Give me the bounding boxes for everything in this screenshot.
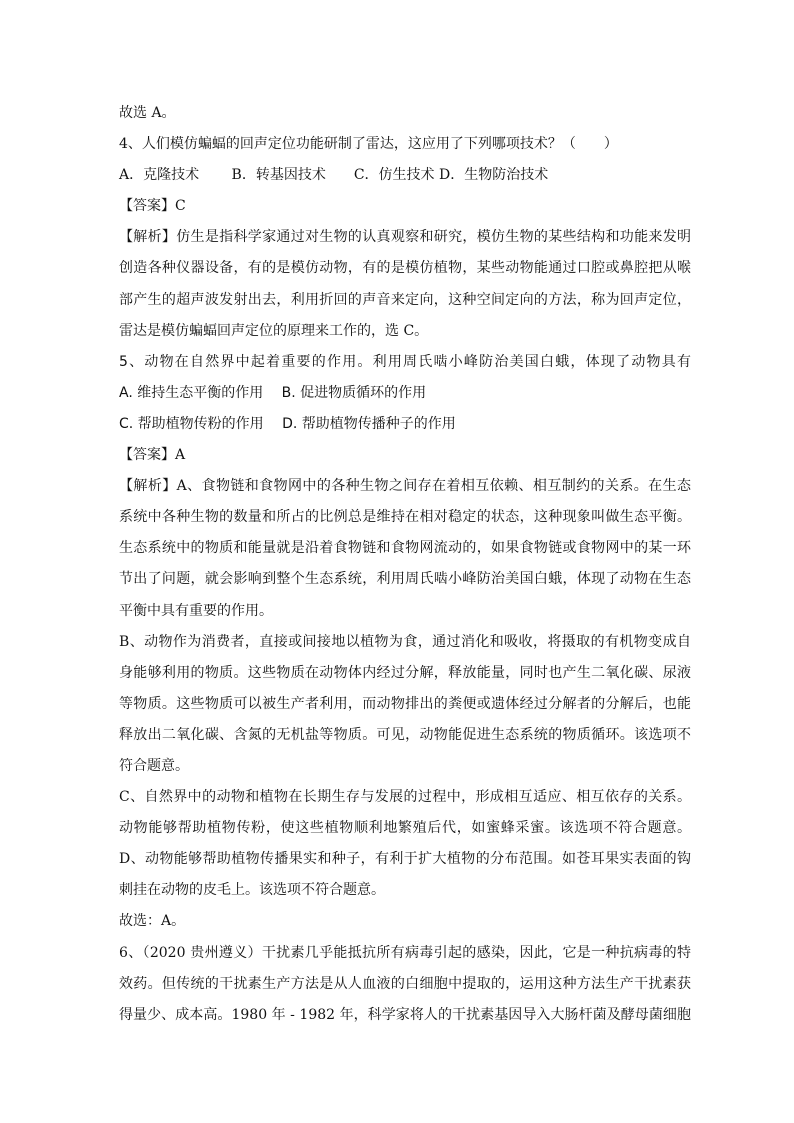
- question-6-stem-line: 6、（2020 贵州遵义）干扰素几乎能抵抗所有病毒引起的感染，因此，它是一种抗病毒的特: [119, 944, 691, 961]
- question-4-analysis-line: 【解析】仿生是指科学家通过对生物的认真观察和研究，模仿生物的某些结构和功能来发明: [119, 229, 691, 246]
- question-6-stem-line: 效药。但传统的干扰素生产方法是从人血液的白细胞中提取的，运用这种方法生产干扰素获: [119, 975, 691, 992]
- question-5-analysis-line: D、动物能够帮助植物传播果实和种子，有利于扩大植物的分布范围。如苍耳果实表面的钩: [119, 851, 691, 868]
- question-6-stem-line: 得量少、成本高。1980 年 - 1982 年，科学家将人的干扰素基因导入大肠杆菌及酵母菌细胞: [119, 1006, 691, 1023]
- question-5-answer: 【答案】A: [119, 447, 186, 464]
- question-5-analysis-line: 系统中各种生物的数量和所占的比例总是维持在相对稳定的状态，这种现象叫做生态平衡。: [119, 509, 691, 526]
- question-5-analysis-line: 等物质。这些物质可以被生产者利用，而动物排出的粪便或遗体经过分解者的分解后，也能: [119, 695, 691, 712]
- question-4-analysis-line: 部产生的超声波发射出去，利用折回的声音来定向，这种空间定向的方法，称为回声定位，: [119, 291, 691, 308]
- question-5-analysis-line: 释放出二氧化碳、含氮的无机盐等物质。可见，动物能促进生态系统的物质循环。该选项不: [119, 726, 691, 743]
- question-4-analysis-line: 雷达是模仿蝙蝠回声定位的原理来工作的，选 C。: [119, 322, 429, 339]
- question-4-answer: 【答案】C: [119, 198, 186, 215]
- question-5-stem: 5、动物在自然界中起着重要的作用。利用周氏啮小峰防治美国白蛾，体现了动物具有: [119, 353, 691, 370]
- conclusion-line: 故选 A。: [119, 105, 176, 121]
- question-5-analysis-line: 符合题意。: [119, 757, 189, 774]
- question-5-analysis-line: 节出了问题，就会影响到整个生态系统，利用周氏啮小峰防治美国白蛾，体现了动物在生态: [119, 571, 691, 588]
- question-5-analysis-line: 刺挂在动物的皮毛上。该选项不符合题意。: [119, 882, 385, 899]
- question-5-options-ab: A. 维持生态平衡的作用 B. 促进物质循环的作用: [119, 384, 427, 401]
- question-5-analysis-line: 动物能够帮助植物传粉，使这些植物顺利地繁殖后代，如蜜蜂采蜜。该选项不符合题意。: [119, 820, 691, 837]
- question-5-analysis-line: 身能够利用的物质。这些物质在动物体内经过分解，释放能量，同时也产生二氧化碳、尿液: [119, 664, 691, 681]
- question-4-options: A．克隆技术 B．转基因技术 C．仿生技术 D．生物防治技术: [119, 167, 549, 184]
- question-4-stem: 4、人们模仿蝙蝠的回声定位功能研制了雷达，这应用了下列哪项技术？（ ）: [119, 136, 618, 153]
- question-4-analysis-line: 创造各种仪器设备，有的是模仿动物，有的是模仿植物，某些动物能通过口腔或鼻腔把从喉: [119, 260, 691, 277]
- question-5-analysis-line: 生态系统中的物质和能量就是沿着食物链和食物网流动的，如果食物链或食物网中的某一环: [119, 540, 691, 557]
- question-5-options-cd: C. 帮助植物传粉的作用 D. 帮助植物传播种子的作用: [119, 415, 456, 432]
- question-5-analysis-line: 【解析】A、食物链和食物网中的各种生物之间存在着相互依赖、相互制约的关系。在生态: [119, 478, 691, 495]
- conclusion-line: 故选：A。: [119, 913, 186, 930]
- question-5-analysis-line: B、动物作为消费者，直接或间接地以植物为食，通过消化和吸收，将摄取的有机物变成自: [119, 633, 691, 650]
- document-body: [119, 98, 691, 1031]
- question-5-analysis-line: 平衡中具有重要的作用。: [119, 602, 273, 619]
- question-5-analysis-line: C、自然界中的动物和植物在长期生存与发展的过程中，形成相互适应、相互依存的关系。: [119, 789, 691, 806]
